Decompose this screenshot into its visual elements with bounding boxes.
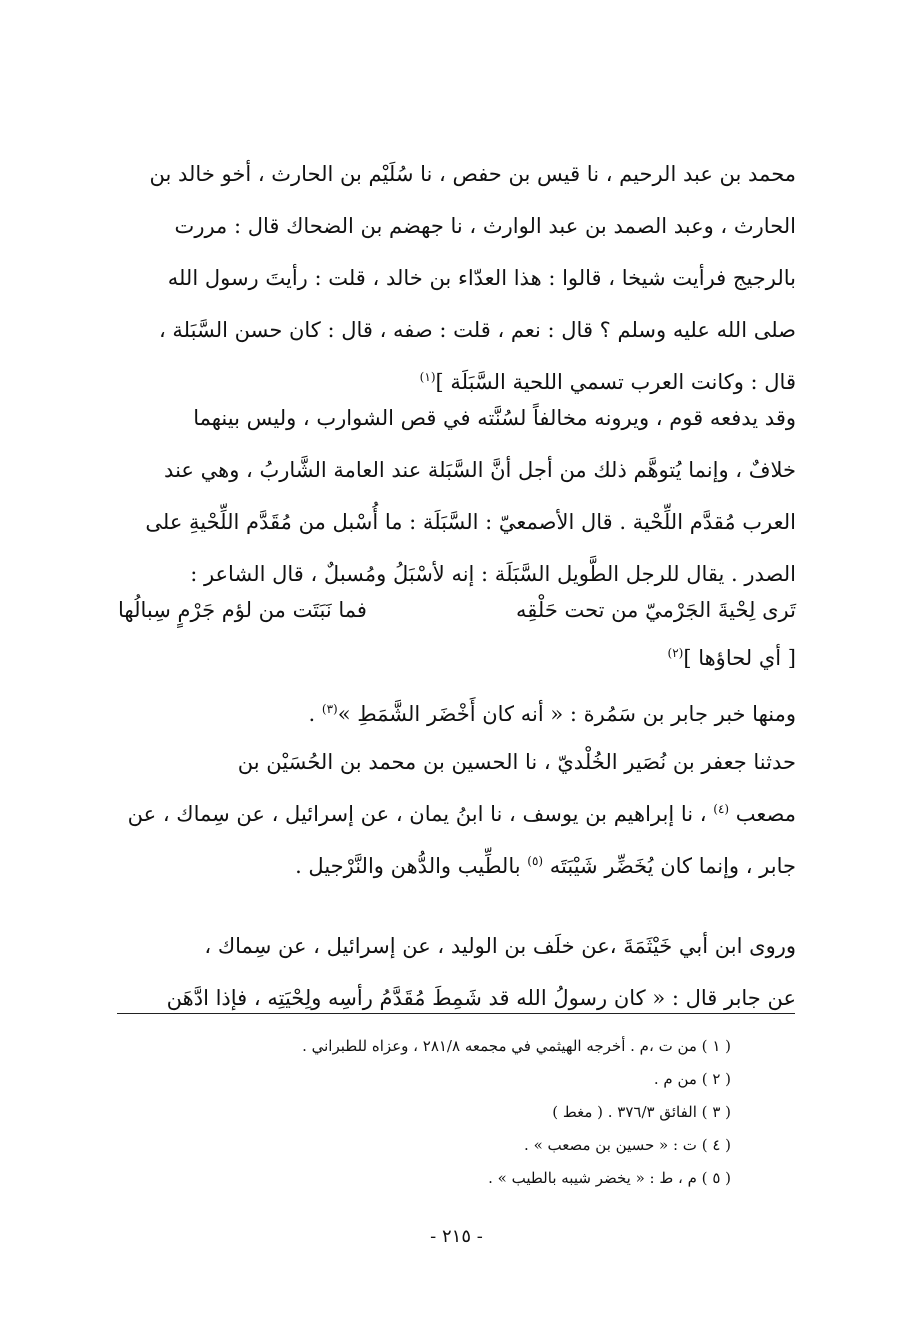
text-segment: مصعب — [735, 802, 796, 826]
verse-note-text: [ أي لحاؤها ] — [683, 646, 796, 670]
footnote-marker: (٥) — [527, 854, 544, 868]
text-line — [118, 632, 796, 684]
footnote: ( ١ ) من ت ،م . أخرجه الهيثمي في مجمعه ٢٨١/٨ ، وعزاه للطبراني . — [302, 1037, 731, 1055]
footnote-marker: (٢) — [667, 646, 684, 660]
text-line: محمد بن عبد الرحيم ، نا قيس بن حفص ، نا سُلَيْم بن الحارث ، أخو خالد بن — [149, 162, 796, 186]
paragraph-5 — [118, 920, 796, 1024]
footnote: ( ٢ ) من م . — [653, 1070, 731, 1088]
verse-note — [118, 632, 796, 684]
footnotes — [171, 1030, 731, 1195]
footnote-marker: (٣) — [321, 702, 338, 716]
footnote: ( ٤ ) ت : « حسين بن مصعب » . — [524, 1136, 731, 1154]
text-line: خلافٌ ، وإنما يُتوهَّم ذلك من أجل أنَّ السَّبَلة عند العامة الشَّاربُ ، وهي عند — [164, 458, 796, 482]
text-line: الحارث ، وعبد الصمد بن عبد الوارث ، نا جهضم بن الضحاك قال : مررت — [174, 214, 796, 238]
verse-second-hemistich: فما نَبَتَت من لؤم جَرْمٍ سِبالُها — [118, 598, 367, 622]
text-line: وقد يدفعه قوم ، ويرونه مخالفاً لسُنَّته في قص الشوارب ، وليس بينهما — [193, 406, 796, 430]
text-line: وروى ابن أبي خَيْثَمَةَ ،عن خلَف بن الوليد ، عن إسرائيل ، عن سِماك ، — [204, 934, 796, 958]
text-line: الصدر . يقال للرجل الطَّويل السَّبَلَة : إنه لأسْبَلُ ومُسبلٌ ، قال الشاعر : — [190, 562, 796, 586]
verse-first-hemistich: تَرى لِحْيةَ الجَرْميّ من تحت حَلْقِه — [516, 598, 796, 622]
footnote-marker: (١) — [419, 370, 436, 384]
text-line: حدثنا جعفر بن نُصَير الخُلْديّ ، نا الحسين بن محمد بن الحُسَيْن بن — [237, 750, 796, 774]
text-segment: ، نا إبراهيم بن يوسف ، نا ابنُ يمان ، عن إسرائيل ، عن سِماك ، عن — [127, 802, 707, 826]
text-segment: جابر ، وإنما كان يُخَضِّر شَيْبَتَه — [549, 854, 796, 878]
page-number: - ٢١٥ - — [430, 1226, 483, 1247]
text-line — [118, 788, 796, 840]
text-line: بالرجيج فرأيت شيخا ، قالوا : هذا العدّاء بن خالد ، قلت : رأيتَ رسول الله — [167, 266, 796, 290]
footnote-marker: (٤) — [713, 802, 730, 816]
text-line-content: قال : وكانت العرب تسمي اللحية السَّبَلَة ] — [435, 370, 796, 394]
paragraph-2 — [118, 392, 796, 600]
text-line — [118, 840, 796, 892]
footnote: ( ٣ ) الفائق ٣٧٦/٣ . ( مغط ) — [552, 1103, 731, 1121]
footnote: ( ٥ ) م ، ط : « يخضر شيبه بالطيب » . — [488, 1169, 731, 1187]
text-line-content: ومنها خبر جابر بن سَمُرة : « أنه كان أَخْضَر الشَّمَطِ » — [337, 702, 796, 726]
text-line: العرب مُقدَّم اللِّحْية . قال الأصمعيّ : السَّبَلَة : ما أُسْبل من مُقَدَّم اللِّحْيةِ على — [145, 510, 796, 534]
footnote-divider — [117, 1013, 795, 1014]
text-line: صلى الله عليه وسلم ؟ قال : نعم ، قلت : صفه ، قال : كان حسن السَّبَلة ، — [158, 318, 796, 342]
text-line — [118, 688, 796, 740]
text-segment: بالطِّيب والدُّهن والنَّرْجيل . — [295, 854, 521, 878]
poetry-verse — [118, 584, 796, 636]
text-line-end: . — [308, 702, 316, 726]
text-line: عن جابر قال : « كان رسولُ الله قد شَمِطَ مُقَدَّمُ رأسِه ولِحْيَتِه ، فإذا ادَّهَن — [166, 986, 796, 1010]
paragraph-1 — [118, 148, 796, 408]
paragraph-3 — [118, 688, 796, 740]
paragraph-4 — [118, 736, 796, 892]
